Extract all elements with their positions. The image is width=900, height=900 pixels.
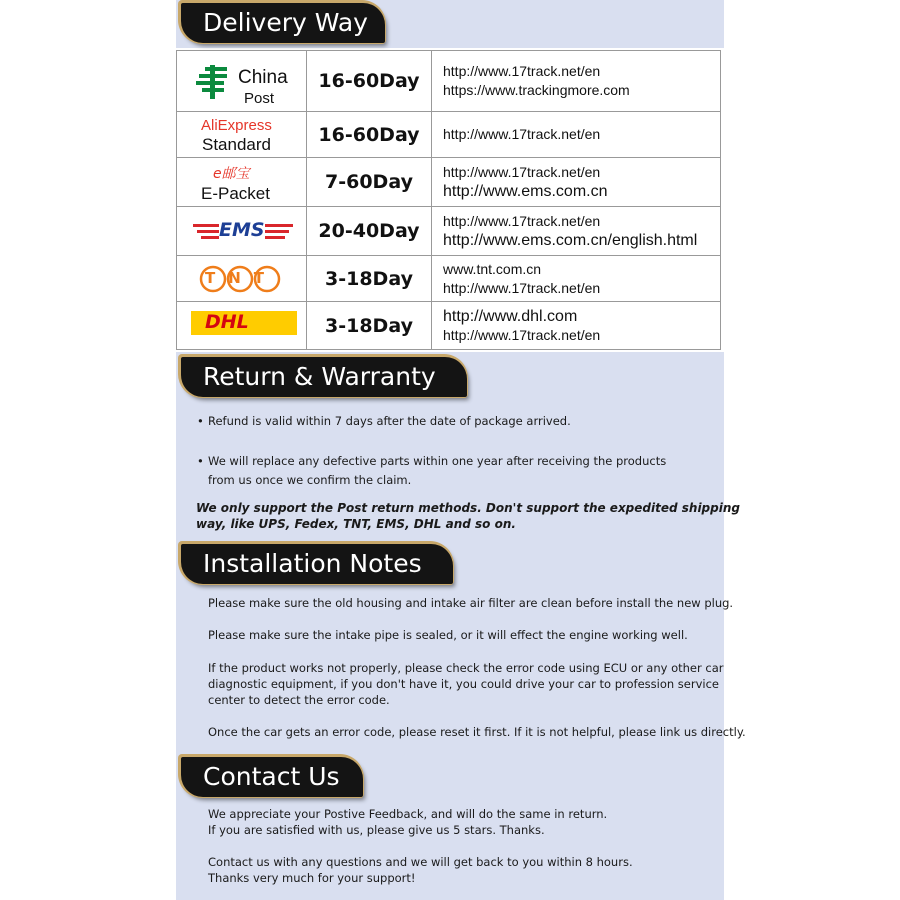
- table-row: [177, 51, 720, 112]
- tracking-links: [443, 302, 719, 349]
- epacket-logo: e邮宝 E-Packet: [201, 166, 270, 203]
- tracking-link[interactable]: http://www.ems.com.cn/english.html: [443, 232, 698, 249]
- table-row: [177, 112, 720, 158]
- tracking-link[interactable]: https://www.trackingmore.com: [443, 82, 630, 98]
- tracking-link[interactable]: http://www.17track.net/en: [443, 164, 601, 180]
- dhl-logo: DHL: [185, 302, 303, 349]
- install-note: Once the car gets an error code, please reset it first. If it is not helpful, please link us directly.: [208, 725, 746, 739]
- return-bullet: • We will replace any defective parts within one year after receiving the products: [208, 453, 666, 470]
- table-row: [177, 256, 720, 302]
- tracking-links: [443, 51, 719, 111]
- return-note: way, like UPS, Fedex, TNT, EMS, DHL and so on.: [196, 517, 516, 531]
- section-title-delivery: Delivery Way: [181, 3, 385, 43]
- ems-logo: EMS: [185, 207, 303, 255]
- tracking-link[interactable]: http://www.17track.net/en: [443, 279, 601, 296]
- tracking-links: [443, 207, 719, 255]
- section-title-install: Installation Notes: [181, 544, 453, 584]
- tracking-links: [443, 112, 719, 157]
- tracking-link[interactable]: http://www.dhl.com: [443, 307, 578, 325]
- table-row: [177, 302, 720, 349]
- tracking-link[interactable]: http://www.17track.net/en: [443, 126, 601, 142]
- contact-line: Thanks very much for your support!: [208, 871, 416, 885]
- tracking-link[interactable]: www.tnt.com.cn: [443, 260, 542, 277]
- tracking-links: [443, 256, 719, 301]
- delivery-days: 3-18Day: [325, 267, 413, 290]
- china-post-icon: [193, 63, 233, 103]
- install-note: Please make sure the intake pipe is sealed, or it will effect the engine working well.: [208, 628, 688, 642]
- delivery-days: 3-18Day: [325, 314, 413, 337]
- install-note: diagnostic equipment, if you don't have it, you could drive your car to profession service: [208, 677, 720, 691]
- delivery-days: 16-60Day: [318, 123, 420, 146]
- delivery-days: 20-40Day: [318, 220, 420, 242]
- return-bullet: • Refund is valid within 7 days after the date of package arrived.: [208, 413, 571, 430]
- install-note: If the product works not properly, please check the error code using ECU or any other car: [208, 661, 724, 675]
- tracking-link[interactable]: http://www.17track.net/en: [443, 326, 601, 343]
- tracking-links: [443, 158, 719, 206]
- return-note: We only support the Post return methods. Don't support the expedited shipping: [196, 501, 740, 515]
- section-title-return: Return & Warranty: [181, 357, 467, 397]
- section-title-contact: Contact Us: [181, 757, 363, 797]
- tracking-link[interactable]: http://www.17track.net/en: [443, 63, 601, 79]
- tracking-link[interactable]: http://www.ems.com.cn: [443, 183, 608, 200]
- install-note: Please make sure the old housing and intake air filter are clean before install the new plug.: [208, 596, 734, 610]
- tnt-logo: TNT: [185, 256, 303, 301]
- table-row: [177, 158, 720, 207]
- contact-line: If you are satisfied with us, please give us 5 stars. Thanks.: [208, 823, 545, 837]
- table-row: [177, 207, 720, 256]
- delivery-table: [176, 50, 721, 350]
- install-note: center to detect the error code.: [208, 693, 390, 707]
- aliexpress-logo: AliExpress Standard: [201, 117, 272, 154]
- tracking-link[interactable]: http://www.17track.net/en: [443, 213, 601, 229]
- china-post-logo: China Post: [185, 51, 303, 111]
- contact-line: Contact us with any questions and we will get back to you within 8 hours.: [208, 855, 633, 869]
- return-bullet-continued: from us once we confirm the claim.: [208, 473, 412, 487]
- delivery-days: 16-60Day: [318, 70, 420, 92]
- delivery-days: 7-60Day: [325, 171, 413, 193]
- contact-line: We appreciate your Postive Feedback, and will do the same in return.: [208, 807, 608, 821]
